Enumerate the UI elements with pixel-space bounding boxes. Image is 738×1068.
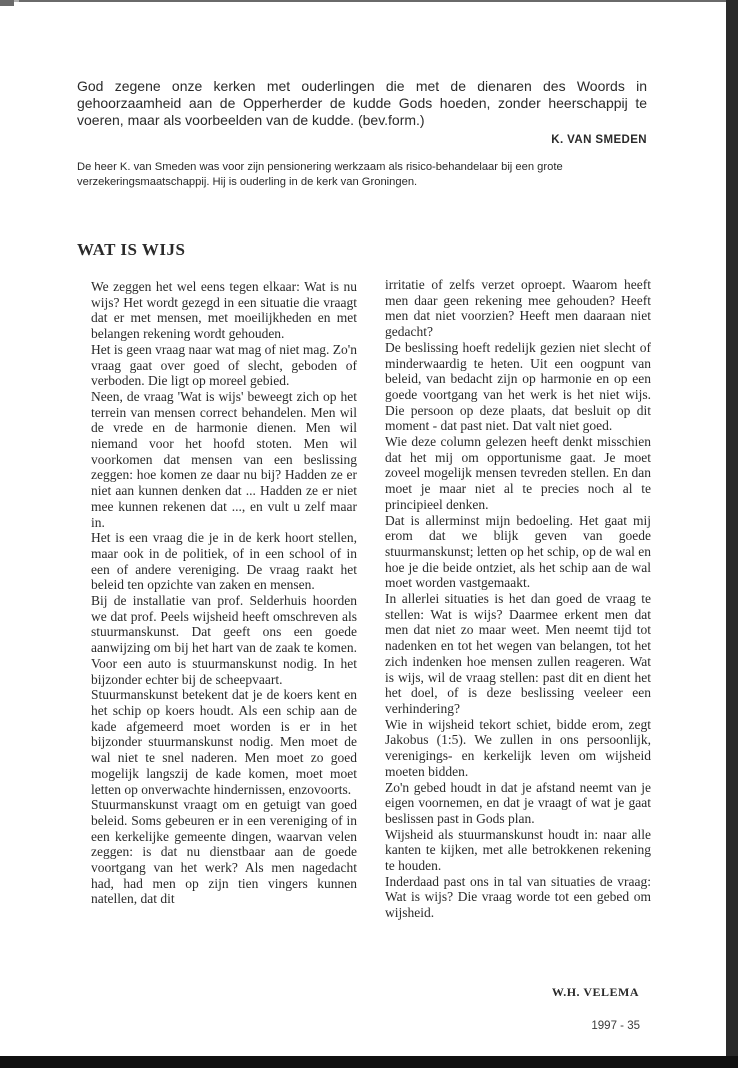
paragraph: Wijsheid als stuurmanskunst houdt in: naar alle kanten te kijken, met alle betrokkenen rekening te houden. bbox=[385, 826, 651, 874]
paragraph: We zeggen het wel eens tegen elkaar: Wat is nu wijs? Het wordt gezegd in een situatie die vraagt dat er met mensen, met moeilijkheden en met belangen rekening wordt gehouden. bbox=[91, 279, 357, 342]
paragraph: Het is geen vraag naar wat mag of niet mag. Zo'n vraag gaat over goed of slecht, geboden of verboden. Die ligt op moreel gebied. bbox=[91, 341, 357, 389]
intro-author: K. VAN SMEDEN bbox=[551, 134, 647, 146]
paragraph: Stuurmanskunst betekent dat je de koers kent en het schip op koers houdt. Als een schip aan de kade afgemeerd moet worden is er in het bijzonder stuurmanskunst nodig. Men moet de wal niet te snel naderen. Men moet zo goed mogelijk langszij de kade komen, moet moet letten op onverwachte hindernissen, enzovoorts. bbox=[91, 687, 357, 797]
paragraph: Dat is allerminst mijn bedoeling. Het gaat mij erom dat we blijk geven van goede stuurmanskunst; letten op het schip, op de wal en hoe je die beide ontziet, als het schip aan de wal moet worden vastgemaakt. bbox=[385, 512, 651, 591]
article-left-column bbox=[91, 279, 357, 907]
paragraph: De beslissing hoeft redelijk gezien niet slecht of minderwaardig te heten. Uit een oogpunt van beleid, van bedacht zijn op harmonie en op een goede voortgang van het werk is het niet wijs. Die persoon op deze plaats, dat besluit op dit moment - dat past niet. Dat valt niet goed. bbox=[385, 339, 651, 434]
paragraph: Het is een vraag die je in de kerk hoort stellen, maar ook in de politiek, of in een school of in een of andere vereniging. De vraag raakt het beleid ten opzichte van zaken en mensen. bbox=[91, 530, 357, 593]
intro-author-note: De heer K. van Smeden was voor zijn pensionering werkzaam als risico-behandelaar bij een grote verzekeringsmaatschappij. Hij is ouderling in de kerk van Groningen. bbox=[77, 161, 563, 188]
paragraph: irritatie of zelfs verzet oproept. Waarom heeft men daar geen rekening mee gehouden? Heeft men dat niet voorzien? Heeft men daaraan niet gedacht? bbox=[385, 277, 651, 340]
paragraph: Bij de installatie van prof. Selderhuis hoorden we dat prof. Peels wijsheid heeft omschreven als stuurmanskunst. Dat geeft ons een goede aanwijzing om bij het hart van de zaak te komen. Voor een auto is stuurmanskunst nodig. In het bijzonder echter bij de scheepvaart. bbox=[91, 593, 357, 687]
paragraph: Wie in wijsheid tekort schiet, bidde erom, zegt Jakobus (1:5). We zullen in ons persoonlijk, verenigings- en kerkelijk leven om wijsheid moeten bidden. bbox=[385, 716, 651, 779]
page-number: 1997 - 35 bbox=[591, 1020, 640, 1032]
paragraph: Wie deze column gelezen heeft denkt misschien dat het mij om opportunisme gaat. Je moet zoveel mogelijk mensen tevreden stellen. En dan moet je maar niet al te precies noch al te principieel denken. bbox=[385, 434, 651, 512]
scan-edge-right bbox=[726, 0, 738, 1068]
paragraph: Zo'n gebed houdt in dat je afstand neemt van je eigen voornemen, en dat je vraagt of wat je gaat beslissen past in Gods plan. bbox=[385, 779, 651, 826]
intro-quote: God zegene onze kerken met ouderlingen die met de dienaren des Woords in gehoorzaamheid aan de Opperherder de kudde Gods hoeden, zonder heerschappij te voeren, maar als voorbeelden van de kudde. (bev.form.) bbox=[77, 78, 647, 128]
paragraph: Inderdaad past ons in tal van situaties de vraag: Wat is wijs? Die vraag worde tot een gebed om wijsheid. bbox=[385, 873, 651, 921]
paragraph: Stuurmanskunst vraagt om en getuigt van goed beleid. Soms gebeuren er in een vereniging of in een kerkelijke gemeente dingen, waarvan velen zeggen: is dat nu dienstbaar aan de goede voortgang van het werk? Als men nagedacht had, had men op zijn tien vingers kunnen natellen, dat dit bbox=[91, 797, 357, 907]
scan-edge-bottom bbox=[0, 1056, 738, 1068]
article-title: WAT IS WIJS bbox=[77, 240, 186, 259]
paragraph: In allerlei situaties is het dan goed de vraag te stellen: Wat is wijs? Daarmee erkent men dat men dat niet zo maar weet. Men neemt tijd tot nadenken en tot het wegen van belangen, tot het zich indenken hoe mensen zullen reageren. Wat is wijs, wil de vraag stellen: past dit en dient het het doel, of is deze beslissing veeleer een verhindering? bbox=[385, 591, 651, 716]
article-right-column bbox=[385, 277, 651, 921]
article-signature: W.H. VELEMA bbox=[551, 985, 639, 999]
paragraph: Neen, de vraag 'Wat is wijs' beweegt zich op het terrein van mensen correct behandelen. Men wil de vrede en de harmonie dienen. Men wil niemand voor het hoofd stoten. Men wil voorkomen dat mensen van een beslissing zeggen: hoe komen ze daar nu bij? Hadden ze er niet aan kunnen denken dat ... Hadden ze er niet mee kunnen rekenen dat ..., en vult u zelf maar in. bbox=[91, 388, 357, 530]
